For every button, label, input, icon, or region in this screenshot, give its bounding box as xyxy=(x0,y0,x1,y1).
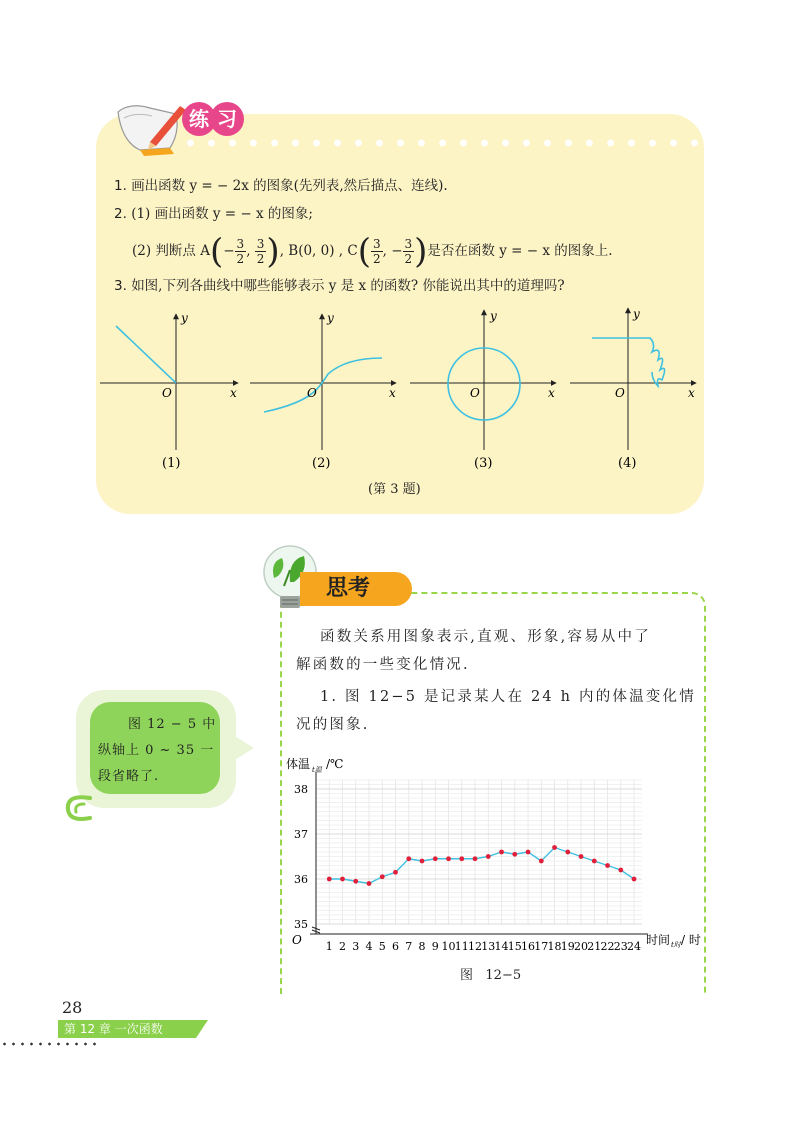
chart-x-tick-label: 5 xyxy=(378,940,386,953)
chart-data-point xyxy=(353,879,358,884)
chart-y-tick-label: 37 xyxy=(294,828,308,841)
graph-1-origin: O xyxy=(162,386,172,400)
chart-x-tick-label: 20 xyxy=(574,940,589,953)
think-paragraph-2-line-2: 况的图象. xyxy=(296,717,370,733)
frac-numerator: 3 xyxy=(372,237,381,251)
chart-data-point xyxy=(579,854,584,859)
point-c-y-sign: − xyxy=(391,243,403,259)
think-paragraph-1-line-2: 解函数的一些变化情况. xyxy=(296,657,470,673)
chart-data-point xyxy=(486,854,491,859)
graph-2-y-label: y xyxy=(327,311,334,325)
graph-3 xyxy=(410,309,556,471)
chart-data-point xyxy=(539,859,544,864)
chart-data-point xyxy=(327,877,332,882)
chart-data-point xyxy=(406,856,411,861)
graph-1-x-label: x xyxy=(230,386,237,400)
question-1-text: 画出函数 y = − 2x 的图象(先列表,然后描点、连线). xyxy=(131,178,448,194)
chart-data-point xyxy=(393,870,398,875)
chart-data-point xyxy=(526,850,531,855)
point-c-x-fraction xyxy=(371,237,383,266)
chart-data-point xyxy=(552,845,557,850)
graph-3-label: (3) xyxy=(474,456,493,471)
chart-x-tick-label: 9 xyxy=(431,940,439,953)
chart-data-point xyxy=(380,874,385,879)
graph-4-origin: O xyxy=(615,386,625,400)
graph-2-label: (2) xyxy=(312,456,331,471)
chart-data-point xyxy=(618,868,623,873)
think-banner: 思考 xyxy=(300,572,412,606)
chart-y-label-unit: /℃ xyxy=(326,757,344,771)
chart-data-point xyxy=(420,859,425,864)
question-3-number: 3. xyxy=(114,278,127,294)
figure-caption-12-5: 图 12−5 xyxy=(460,968,522,983)
chart-x-tick-label: 4 xyxy=(365,940,373,953)
think-paragraph-2-line-1: 1. 图 12−5 是记录某人在 24 h 内的体温变化情 xyxy=(320,689,696,705)
point-a-x-fraction xyxy=(235,237,247,266)
question-2-part-2-suffix: 是否在函数 y = − x 的图象上. xyxy=(427,243,613,259)
graph-4-x-label: x xyxy=(688,386,695,400)
chart-x-tick-label: 21 xyxy=(587,940,602,953)
question-1 xyxy=(114,176,448,196)
chart-data-point xyxy=(473,856,478,861)
frac-numerator: 3 xyxy=(404,237,413,251)
question-2-part-2: (2) 判断点 A(− $\frac{3}{2}$ , $\frac{3}{2}$ ), B(0, 0) , C( $\frac{3}{2}$ , − $\frac{3}{2}$ )是否在函数 y = − x 的图象上. xyxy=(132,231,613,272)
chart-data-point xyxy=(632,877,637,882)
chart-x-label-unit: / 时 xyxy=(681,933,701,947)
chart-ticks xyxy=(294,783,641,953)
frac-denominator: 2 xyxy=(372,252,381,266)
frac-denominator: 2 xyxy=(236,252,245,266)
practice-badge-char-1: 练 xyxy=(182,102,216,136)
chart-data-point xyxy=(512,852,517,857)
chart-x-tick-label: 7 xyxy=(405,940,413,953)
side-note-line-3: 段省略了. xyxy=(98,769,160,784)
pencil-paper-icon xyxy=(110,92,190,158)
chart-x-tick-label: 13 xyxy=(481,940,496,953)
chart-y-tick-label: 35 xyxy=(294,918,308,931)
graph-2 xyxy=(250,311,396,471)
graph-2-x-label: x xyxy=(389,386,396,400)
swirl-decoration xyxy=(60,790,100,826)
chart-x-tick-label: 14 xyxy=(494,940,509,953)
side-note-line-1: 图 12 − 5 中 xyxy=(128,717,217,732)
chart-x-tick-label: 22 xyxy=(600,940,615,953)
chart-origin: O xyxy=(292,933,302,947)
chart-data-point xyxy=(499,850,504,855)
graph-1 xyxy=(100,311,238,471)
point-a-y-fraction xyxy=(255,237,267,266)
chart-data-point xyxy=(592,859,597,864)
practice-badge-char-2: 习 xyxy=(210,102,244,136)
frac-denominator: 2 xyxy=(404,252,413,266)
chapter-title: 第 12 章 一次函数 xyxy=(64,1022,163,1036)
graph-1-curve xyxy=(116,326,176,383)
graph-4-y-label: y xyxy=(633,307,640,321)
chart-x-tick-label: 2 xyxy=(339,940,347,953)
chart-data-point xyxy=(367,881,372,886)
graph-3-y-label: y xyxy=(490,309,497,323)
chart-x-tick-label: 19 xyxy=(560,940,575,953)
chart-y-tick-label: 36 xyxy=(294,873,308,886)
chart-x-label-main: 时间 xyxy=(646,933,671,947)
chart-y-label-main: 体温 xyxy=(286,757,311,771)
frac-numerator: 3 xyxy=(236,237,245,251)
chart-data-point xyxy=(605,863,610,868)
frac-denominator: 2 xyxy=(256,252,265,266)
chart-grid xyxy=(316,780,642,924)
chart-x-tick-label: 18 xyxy=(547,940,562,953)
page-number: 28 xyxy=(62,998,83,1017)
chart-data-point xyxy=(565,850,570,855)
point-b-text: , B(0, 0) , C xyxy=(279,243,358,259)
question-2-part-1 xyxy=(114,204,313,224)
chart-x-tick-label: 8 xyxy=(418,940,426,953)
frac-numerator: 3 xyxy=(256,237,265,251)
chart-data-point xyxy=(446,856,451,861)
decorative-dots xyxy=(180,138,700,148)
temperature-chart xyxy=(276,748,704,960)
side-note-tail xyxy=(228,728,258,768)
side-note-line-2: 纵轴上 0 ~ 35 一 xyxy=(98,743,215,758)
chart-x-tick-label: 16 xyxy=(521,940,536,953)
chart-y-label-sub: t温 xyxy=(312,766,322,774)
chart-y-tick-label: 38 xyxy=(294,783,308,796)
chart-x-tick-label: 3 xyxy=(352,940,360,953)
figure-caption-q3: (第 3 题) xyxy=(368,482,421,497)
graph-4-label: (4) xyxy=(618,456,637,471)
question-3 xyxy=(114,276,565,296)
question-3-text: 如图,下列各曲线中哪些能够表示 y 是 x 的函数? 你能说出其中的道理吗? xyxy=(131,278,565,294)
graph-2-origin: O xyxy=(307,386,317,400)
graph-3-x-label: x xyxy=(548,386,555,400)
chart-x-tick-label: 12 xyxy=(468,940,483,953)
chart-x-tick-label: 23 xyxy=(613,940,628,953)
chart-x-tick-label: 24 xyxy=(627,940,642,953)
chart-data-point xyxy=(459,856,464,861)
footer-dots xyxy=(0,1042,100,1046)
chart-x-tick-label: 6 xyxy=(392,940,400,953)
chart-x-tick-label: 10 xyxy=(441,940,456,953)
graph-1-label: (1) xyxy=(162,456,181,471)
point-c-y-fraction xyxy=(403,237,415,266)
question-1-number: 1. xyxy=(114,178,127,194)
question-2-number: 2. xyxy=(114,206,127,222)
chart-data-point xyxy=(340,877,345,882)
graph-2-curve xyxy=(264,358,382,412)
graph-3-origin: O xyxy=(470,386,480,400)
think-paragraph-1-line-1: 函数关系用图象表示,直观、形象,容易从中了 xyxy=(320,629,651,645)
chart-axes xyxy=(310,772,648,934)
graph-4 xyxy=(570,307,696,471)
chart-x-tick-label: 1 xyxy=(325,940,333,953)
graph-1-y-label: y xyxy=(181,311,188,325)
point-a-x-sign: − xyxy=(223,243,235,259)
question-2-part-1-text: (1) 画出函数 y = − x 的图象; xyxy=(131,206,313,222)
question-2-part-2-prefix: (2) 判断点 A xyxy=(132,243,210,259)
chart-x-tick-label: 11 xyxy=(454,940,469,953)
chart-data-point xyxy=(433,856,438,861)
chart-x-tick-label: 15 xyxy=(507,940,522,953)
chart-x-label-sub: t时 xyxy=(671,941,681,949)
chart-x-tick-label: 17 xyxy=(534,940,549,953)
